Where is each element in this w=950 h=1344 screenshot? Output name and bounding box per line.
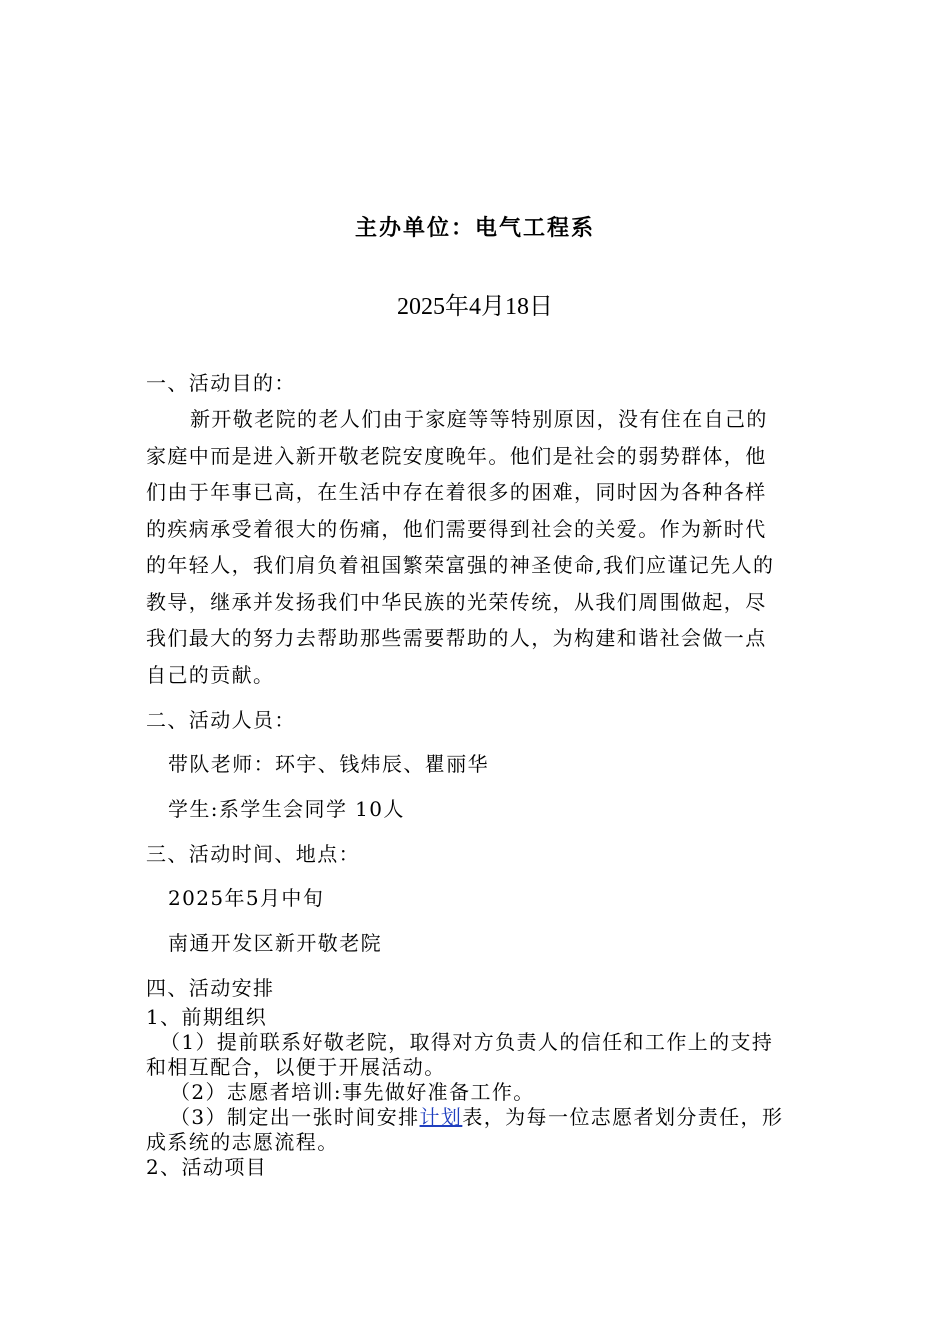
- arrangement-item: 成系统的志愿流程。: [146, 1130, 339, 1154]
- activity-place: 南通开发区新开敬老院: [168, 931, 382, 955]
- personnel-teachers: 带队老师：环宇、钱炜辰、瞿丽华: [168, 752, 489, 776]
- purpose-line: 新开敬老院的老人们由于家庭等等特别原因，没有住在自己的: [190, 407, 768, 431]
- section-personnel-heading: 二、活动人员：: [146, 708, 296, 732]
- section-arrangement-heading: 四、活动安排: [146, 976, 275, 1000]
- arrangement-item-text: 表，为每一位志愿者划分责任，形: [462, 1105, 784, 1129]
- arrangement-item: [170, 1105, 783, 1129]
- purpose-line: 我们最大的努力去帮助那些需要帮助的人，为构建和谐社会做一点: [146, 626, 767, 650]
- section-time-place-heading: 三、活动时间、地点：: [146, 842, 360, 866]
- personnel-students: 学生:系学生会同学 10人: [168, 797, 405, 821]
- purpose-line: 的年轻人，我们肩负着祖国繁荣富强的神圣使命,我们应谨记先人的: [146, 553, 775, 577]
- purpose-line: 们由于年事已高，在生活中存在着很多的困难，同时因为各种各样: [146, 480, 767, 504]
- section-purpose-heading: 一、活动目的：: [146, 371, 296, 395]
- organizer-title: 主办单位：电气工程系: [354, 215, 595, 241]
- purpose-line: 的疾病承受着很大的伤痛，他们需要得到社会的关爱。作为新时代: [146, 517, 767, 541]
- document-date: 2025年4月18日: [397, 294, 553, 320]
- purpose-line: 家庭中而是进入新开敬老院安度晚年。他们是社会的弱势群体，他: [146, 444, 767, 468]
- arrangement-item: （1）提前联系好敬老院，取得对方负责人的信任和工作上的支持: [160, 1030, 774, 1054]
- purpose-line: 教导，继承并发扬我们中华民族的光荣传统，从我们周围做起，尽: [146, 590, 767, 614]
- arrangement-item-text: （3）制定出一张时间安排: [170, 1105, 420, 1129]
- arrangement-item: （2）志愿者培训:事先做好准备工作。: [170, 1080, 535, 1104]
- arrangement-item: 和相互配合，以便于开展活动。: [146, 1055, 446, 1079]
- arrangement-sub-heading: 1、前期组织: [146, 1005, 268, 1029]
- plan-link[interactable]: 计划: [419, 1105, 463, 1129]
- purpose-line: 自己的贡献。: [146, 663, 275, 687]
- arrangement-sub-heading: 2、活动项目: [146, 1155, 268, 1179]
- activity-time: 2025年5月中旬: [168, 886, 325, 910]
